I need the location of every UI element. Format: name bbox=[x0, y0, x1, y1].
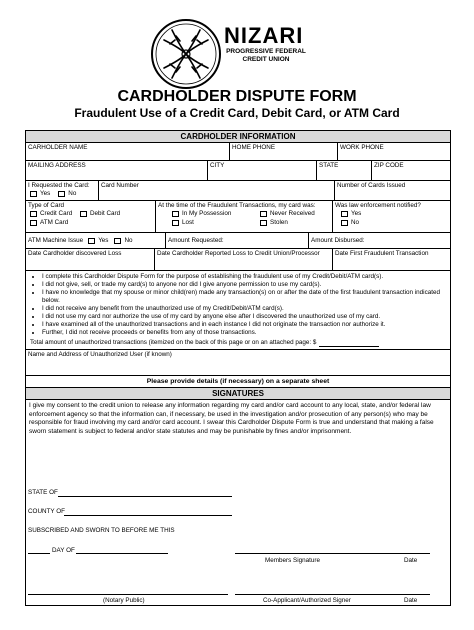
city-label: CITY bbox=[210, 162, 225, 169]
lost-checkbox[interactable] bbox=[172, 220, 179, 226]
statement-item: • I complete this Cardholder Dispute Form for the purpose of establishing the fraudulent use of my Credit/Debit/ATM card(s). bbox=[42, 273, 446, 281]
atm-yes-label: Yes bbox=[98, 237, 109, 244]
day-line[interactable] bbox=[28, 553, 50, 554]
cardholder-name-label: CARHOLDER NAME bbox=[28, 144, 88, 151]
dates-row bbox=[26, 248, 450, 270]
county-of-label: COUNTY OF bbox=[28, 508, 65, 515]
never-received-checkbox[interactable] bbox=[260, 211, 267, 217]
total-amount-input[interactable] bbox=[319, 339, 379, 347]
amount-requested-label: Amount Requested: bbox=[168, 237, 224, 244]
home-phone-label: HOME PHONE bbox=[232, 144, 276, 151]
debit-card-label: Debit Card bbox=[90, 210, 121, 217]
day-of-label: DAY OF bbox=[52, 547, 75, 554]
atm-yes-checkbox[interactable] bbox=[88, 238, 95, 244]
law-enforcement-label: Was law enforcement notified? bbox=[335, 202, 421, 209]
law-no-label: No bbox=[351, 219, 360, 226]
dispute-form-table bbox=[25, 130, 451, 606]
members-date-label: Date bbox=[404, 557, 418, 564]
month-line[interactable] bbox=[76, 553, 168, 554]
law-no-checkbox[interactable] bbox=[341, 220, 348, 226]
statement-item: • I did not use my card nor authorize the use of my card by anyone else after I discovered the unauthorized use of my card. bbox=[42, 313, 446, 321]
signatures-header-row bbox=[26, 387, 450, 399]
cardholder-information-heading: CARDHOLDER INFORMATION bbox=[26, 131, 450, 142]
amount-disbursed-field[interactable] bbox=[308, 233, 450, 248]
law-yes-checkbox[interactable] bbox=[341, 211, 348, 217]
nizari-logo-icon bbox=[150, 18, 222, 90]
atm-machine-label: ATM Machine Issue bbox=[28, 237, 84, 244]
form-subtitle: Fraudulent Use of a Credit Card, Debit Card, or ATM Card bbox=[74, 106, 400, 120]
requested-no-checkbox[interactable] bbox=[58, 191, 65, 197]
coapplicant-signature-line[interactable] bbox=[235, 594, 430, 595]
requested-card-field bbox=[26, 181, 98, 200]
card-type-field bbox=[26, 201, 155, 232]
credit-card-checkbox[interactable] bbox=[30, 211, 37, 217]
statement-item: • I did not receive any benefit from the unauthorized use of my Credit/Debit/ATM card(s). bbox=[42, 305, 446, 313]
signatures-body-row bbox=[26, 399, 450, 605]
atm-no-label: No bbox=[124, 237, 133, 244]
requested-yes-checkbox[interactable] bbox=[30, 191, 37, 197]
consent-paragraph: I give my consent to the credit union to release any information regarding my card and/or card account to any local, state, and/or federal law enforcement agency so that the information can, if necessary, be used in the investigation and/or prosecution of any person(s) who may be responsible for fraud involving my card and/or card account. I swear this Cardholder Dispute Form is true and understand that making a false sworn statement is subject to federal and/or state statutes and may be punishable by fines and/or imprisonment. bbox=[29, 402, 434, 436]
credit-card-label: Credit Card bbox=[40, 210, 73, 217]
state-of-line[interactable] bbox=[58, 496, 232, 497]
statement-list bbox=[30, 273, 446, 337]
stolen-checkbox[interactable] bbox=[260, 220, 267, 226]
card-status-label: At the time of the Fraudulent Transactions, my card was: bbox=[158, 202, 316, 209]
notary-label: (Notary Public) bbox=[103, 597, 145, 604]
in-possession-checkbox[interactable] bbox=[172, 211, 179, 217]
work-phone-field[interactable] bbox=[337, 143, 450, 160]
card-status-options-2 bbox=[158, 219, 330, 227]
number-of-cards-label: Number of Cards Issued bbox=[337, 182, 406, 189]
unauthorized-user-row bbox=[26, 349, 450, 375]
date-discovered-label: Date Cardholder discovered Loss bbox=[28, 250, 122, 257]
brand-subtitle-2: CREDIT UNION bbox=[242, 56, 290, 63]
work-phone-label: WORK PHONE bbox=[340, 144, 384, 151]
law-yes-label: Yes bbox=[351, 210, 362, 217]
address-row bbox=[26, 160, 450, 180]
atm-card-label: ATM Card bbox=[40, 219, 69, 226]
brand-subtitle-1: PROGRESSIVE FEDERAL bbox=[226, 48, 306, 55]
date-reported-label: Date Cardholder Reported Loss to Credit Union/Processor bbox=[157, 250, 320, 257]
date-first-fraud-field[interactable] bbox=[332, 249, 450, 270]
details-note-row bbox=[26, 375, 450, 387]
atm-amount-row bbox=[26, 232, 450, 248]
state-of-label: STATE OF bbox=[28, 489, 58, 496]
coapplicant-label: Co-Applicant/Authorized Signer bbox=[263, 597, 351, 604]
number-of-cards-field[interactable] bbox=[334, 181, 450, 200]
card-type-row bbox=[26, 200, 450, 232]
card-number-label: Card Number bbox=[101, 182, 139, 189]
statement-item: • I have examined all of the unauthorized transactions and in each instance I did not originate the transaction nor authorize it. bbox=[42, 321, 446, 329]
card-status-field bbox=[155, 201, 332, 232]
members-signature-label: Members Signature bbox=[265, 557, 320, 564]
law-no-option bbox=[335, 219, 448, 227]
never-received-label: Never Received bbox=[270, 210, 315, 217]
law-yes-option bbox=[335, 210, 448, 218]
state-label: STATE bbox=[319, 162, 339, 169]
brand-block bbox=[224, 24, 308, 64]
mailing-address-field[interactable] bbox=[26, 161, 207, 180]
city-field[interactable] bbox=[207, 161, 316, 180]
name-phone-row bbox=[26, 142, 450, 160]
member-signature-line[interactable] bbox=[235, 553, 430, 554]
coapplicant-date-label: Date bbox=[404, 597, 418, 604]
stolen-label: Stolen bbox=[270, 219, 288, 226]
atm-machine-field bbox=[26, 233, 165, 248]
requested-no-label: No bbox=[68, 190, 77, 197]
amount-requested-field[interactable] bbox=[165, 233, 308, 248]
total-amount-label: Total amount of unauthorized transactions (itemized on the back of this page or on an attached page: $ bbox=[30, 339, 317, 346]
statement-item: • Further, I did not receive proceeds or benefits from any of those transactions. bbox=[42, 329, 446, 337]
date-reported-field[interactable] bbox=[154, 249, 332, 270]
brand-name: NIZARI bbox=[224, 23, 304, 48]
statement-item: • I did not give, sell, or trade my card(s) to anyone nor did I give anyone permission to use my card(s). bbox=[42, 281, 446, 289]
card-status-options-1 bbox=[158, 210, 330, 218]
in-possession-label: In My Possession bbox=[182, 210, 232, 217]
date-first-fraud-label: Date First Fraudulent Transaction bbox=[335, 250, 429, 257]
subscribed-label: SUBSCRIBED AND SWORN TO BEFORE ME THIS bbox=[28, 527, 175, 534]
zip-code-label: ZIP CODE bbox=[374, 162, 404, 169]
mailing-address-label: MAILING ADDRESS bbox=[28, 162, 86, 169]
requested-yes-label: Yes bbox=[40, 190, 51, 197]
atm-card-checkbox[interactable] bbox=[30, 220, 37, 226]
section-header-row bbox=[26, 131, 450, 142]
details-note: Please provide details (if necessary) on a separate sheet bbox=[146, 378, 330, 385]
requested-options bbox=[28, 190, 96, 198]
card-number-field[interactable] bbox=[98, 181, 334, 200]
card-request-row bbox=[26, 180, 450, 200]
notary-line[interactable] bbox=[28, 594, 228, 595]
card-type-options-2 bbox=[28, 219, 153, 227]
amount-disbursed-label: Amount Disbursed: bbox=[311, 237, 365, 244]
county-of-line[interactable] bbox=[64, 515, 232, 516]
date-discovered-field[interactable] bbox=[26, 249, 154, 270]
cardholder-name-field[interactable] bbox=[26, 143, 229, 160]
lost-label: Lost bbox=[182, 219, 194, 226]
debit-card-checkbox[interactable] bbox=[80, 211, 87, 217]
unauthorized-user-label: Name and Address of Unauthorized User (if known) bbox=[28, 351, 172, 358]
home-phone-field[interactable] bbox=[229, 143, 337, 160]
zip-code-field[interactable] bbox=[371, 161, 450, 180]
total-amount-line bbox=[30, 339, 446, 347]
statements-block bbox=[26, 271, 450, 349]
atm-no-checkbox[interactable] bbox=[114, 238, 121, 244]
state-field[interactable] bbox=[316, 161, 371, 180]
requested-card-label: I Requested the Card: bbox=[28, 182, 90, 189]
card-type-label: Type of Card bbox=[28, 202, 65, 209]
law-enforcement-field bbox=[332, 201, 450, 232]
unauthorized-user-field[interactable] bbox=[26, 350, 450, 375]
card-type-options-1 bbox=[28, 210, 153, 218]
form-title: CARDHOLDER DISPUTE FORM bbox=[117, 88, 357, 105]
statements-row bbox=[26, 270, 450, 349]
signatures-heading: SIGNATURES bbox=[26, 388, 450, 399]
statement-item: • I have no knowledge that my spouse or minor child(ren) made any transaction(s) on or after the date of the first fraudulent transaction indicated below. bbox=[42, 289, 446, 305]
